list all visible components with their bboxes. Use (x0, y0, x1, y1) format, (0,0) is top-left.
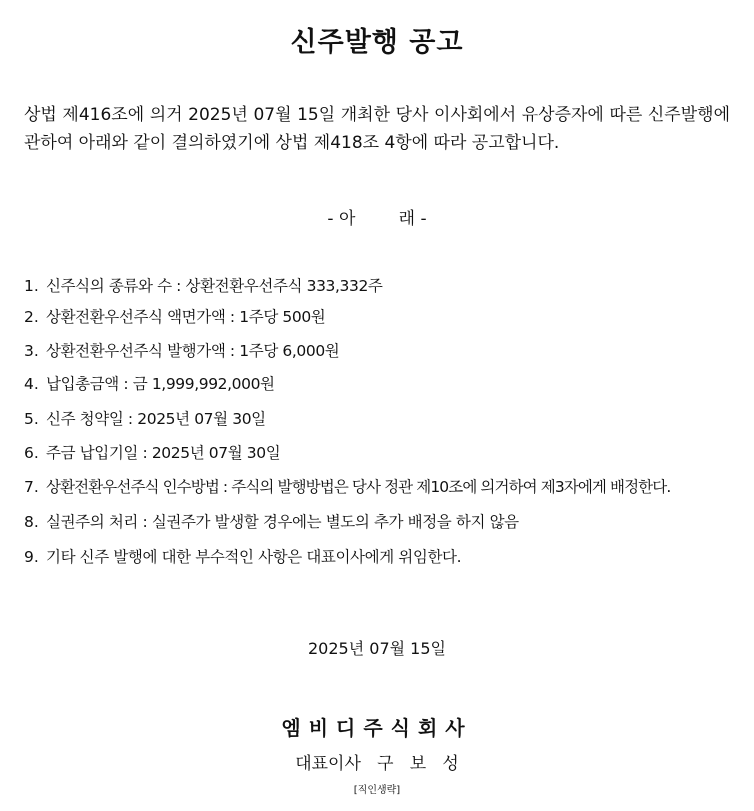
list-item (24, 476, 734, 498)
list-item (24, 408, 734, 430)
list-item (24, 306, 734, 328)
list-item (24, 442, 734, 464)
notice-date: 2025년 07월 15일 (308, 639, 446, 658)
item-number: 5. (24, 410, 39, 428)
item-number: 3. (24, 342, 39, 360)
item-text: 실권주의 처리 : 실권주가 발생할 경우에는 별도의 추가 배정을 하지 않음 (46, 513, 519, 531)
item-text: 상환전환우선주식 액면가액 : 1주당 500원 (46, 308, 326, 326)
list-item (24, 275, 734, 297)
list-item (24, 340, 734, 362)
list-item (24, 373, 734, 395)
item-text: 주금 납입기일 : 2025년 07월 30일 (46, 444, 281, 462)
ceo-name: 대표이사 구 보 성 (295, 754, 459, 774)
item-text: 납입총금액 : 금 1,999,992,000원 (46, 375, 275, 393)
item-text: 기타 신주 발행에 대한 부수적인 사항은 대표이사에게 위임한다. (46, 548, 462, 566)
item-number: 8. (24, 513, 39, 531)
item-number: 2. (24, 308, 39, 326)
section-heading: - 아 래 - (327, 209, 427, 229)
item-number: 6. (24, 444, 39, 462)
intro-paragraph: 상법 제416조에 의거 2025년 07월 15일 개최한 당사 이사회에서 유상증자에 따른 신주발행에 관하여 아래와 같이 결의하였기에 상법 제418조 4항에 따라 공고합니다. (24, 105, 730, 153)
list-item (24, 546, 734, 568)
item-number: 1. (24, 277, 39, 295)
item-text: 신주 청약일 : 2025년 07월 30일 (46, 410, 266, 428)
item-number: 7. (24, 478, 39, 496)
item-text: 상환전환우선주식 인수방법 : 주식의 발행방법은 당사 정관 제10조에 의거하여 제3자에게 배정한다. (46, 478, 671, 496)
list-item (24, 511, 734, 533)
seal-omitted-note: [직인생략] (353, 785, 401, 796)
item-number: 9. (24, 548, 39, 566)
item-text: 상환전환우선주식 발행가액 : 1주당 6,000원 (46, 342, 340, 360)
notice-title: 신주발행 공고 (290, 27, 464, 58)
company-name: 엠비디주식회사 (281, 716, 473, 740)
item-number: 4. (24, 375, 39, 393)
item-text: 신주식의 종류와 수 : 상환전환우선주식 333,332주 (46, 277, 383, 295)
